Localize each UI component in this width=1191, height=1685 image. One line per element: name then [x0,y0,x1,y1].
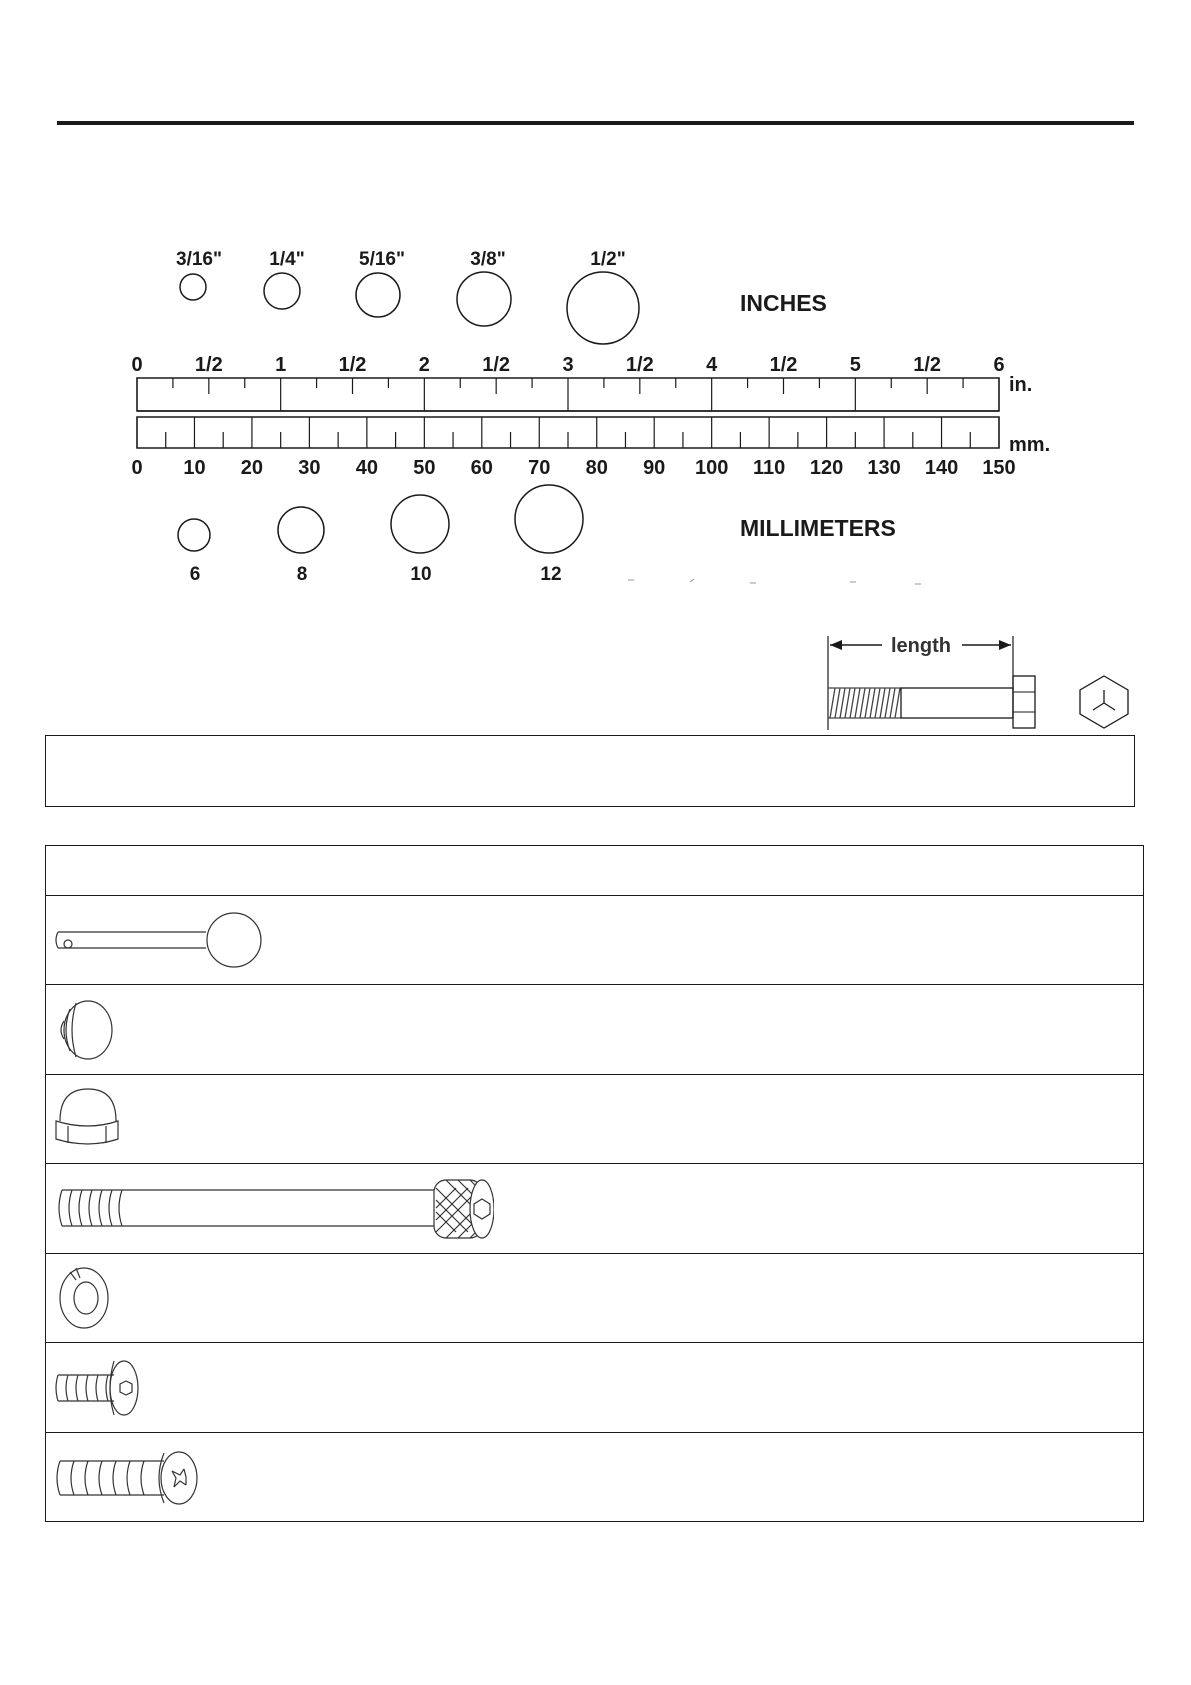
mm-hole-label: 6 [189,564,201,585]
inch-hole-label: 3/16" [176,249,222,270]
parts-table-header [46,846,1143,896]
bolt-length-diagram [828,635,1128,730]
phillips-screw-icon [54,1439,214,1517]
bolt-threads [828,688,901,718]
inch-hole-label: 1/2" [590,249,626,270]
mm-hole-label: 12 [540,564,562,585]
hole-circle [178,519,210,551]
table-row [46,1164,1143,1254]
mm-tick-label: 10 [183,457,206,479]
mm-hole-8 [278,507,324,585]
mm-hole-12 [515,485,583,585]
inch-tick-label: 5 [849,354,861,376]
mm-tick-label: 70 [528,457,551,479]
inch-hole-label: 1/4" [269,249,305,270]
mm-tick-label: 40 [355,457,378,479]
inch-hole-label: 3/8" [470,249,506,270]
mm-ticks [137,417,999,448]
inch-unit-label: in. [1009,374,1033,396]
mm-tick-label: 50 [413,457,436,479]
cap-nut-icon [54,1081,134,1159]
inch-tick-label: 3 [562,354,574,376]
inch-tick-label: 6 [993,354,1005,376]
bolt-hex-head [1013,676,1035,728]
inch-hole-3-16 [176,249,222,300]
mm-tick-label: 140 [924,457,959,479]
hardware-gauge [0,0,1191,740]
scan-marks [628,579,921,584]
lock-washer-icon [54,1260,124,1338]
plug-cap-icon [54,991,134,1069]
inch-hole-1-2 [567,249,639,344]
socket-head-bolt-icon [54,1170,494,1248]
table-row [46,1254,1143,1343]
inch-tick-label: 2 [418,354,430,376]
mm-tick-label: 120 [809,457,844,479]
inch-ticks [137,378,999,411]
mm-hole-6 [178,519,210,585]
mm-tick-label: 110 [753,457,786,479]
mm-unit-label: mm. [1009,434,1051,456]
mm-tick-label: 130 [867,457,901,479]
mm-tick-label: 0 [131,457,143,479]
inches-heading: INCHES [740,290,827,316]
hole-circle [567,272,639,344]
inch-hole-1-4 [264,249,305,309]
inch-hole-5-16 [356,249,405,317]
mm-tick-label: 30 [298,457,321,479]
ruler [131,354,1050,479]
inch-hole-3-8 [457,249,511,326]
hole-circle [180,274,206,300]
inch-tick-label: 1/2 [625,354,654,376]
button-head-screw-icon [54,1349,164,1427]
mm-tick-label: 20 [240,457,264,479]
hole-circle [515,485,583,553]
length-label: length [891,635,951,657]
clevis-pin-icon [54,902,314,980]
inch-tick-label: 0 [131,354,143,376]
table-row [46,1075,1143,1164]
inch-tick-labels [131,354,1004,376]
arrow-right-icon [999,640,1011,650]
inch-tick-label: 1 [275,354,287,376]
bolt-shank [901,688,1013,718]
parts-table [45,845,1144,1522]
hole-circle [264,273,300,309]
note-box [45,735,1135,807]
mm-tick-label: 90 [643,457,666,479]
mm-hole-label: 10 [410,564,432,585]
mm-hole-label: 8 [296,564,308,585]
mm-tick-label: 60 [470,457,493,479]
table-row [46,1433,1143,1521]
inch-tick-label: 1/2 [338,354,367,376]
mm-tick-label: 100 [694,457,729,479]
mm-tick-label: 150 [982,457,1016,479]
inch-tick-label: 1/2 [482,354,511,376]
hole-circle [278,507,324,553]
mm-tick-labels [131,457,1015,479]
inch-hole-label: 5/16" [359,249,405,270]
inch-tick-label: 1/2 [913,354,942,376]
inch-tick-label: 1/2 [194,354,223,376]
hole-circle [391,495,449,553]
hex-head-end-view-icon [1080,676,1128,728]
table-row [46,896,1143,985]
mm-tick-label: 80 [585,457,608,479]
arrow-left-icon [830,640,842,650]
millimeters-heading: MILLIMETERS [740,515,896,541]
hole-circle [457,272,511,326]
mm-hole-10 [391,495,449,585]
hole-circle [356,273,400,317]
inch-tick-label: 4 [706,354,718,376]
table-row [46,1343,1143,1433]
table-row [46,985,1143,1075]
inch-tick-label: 1/2 [769,354,798,376]
